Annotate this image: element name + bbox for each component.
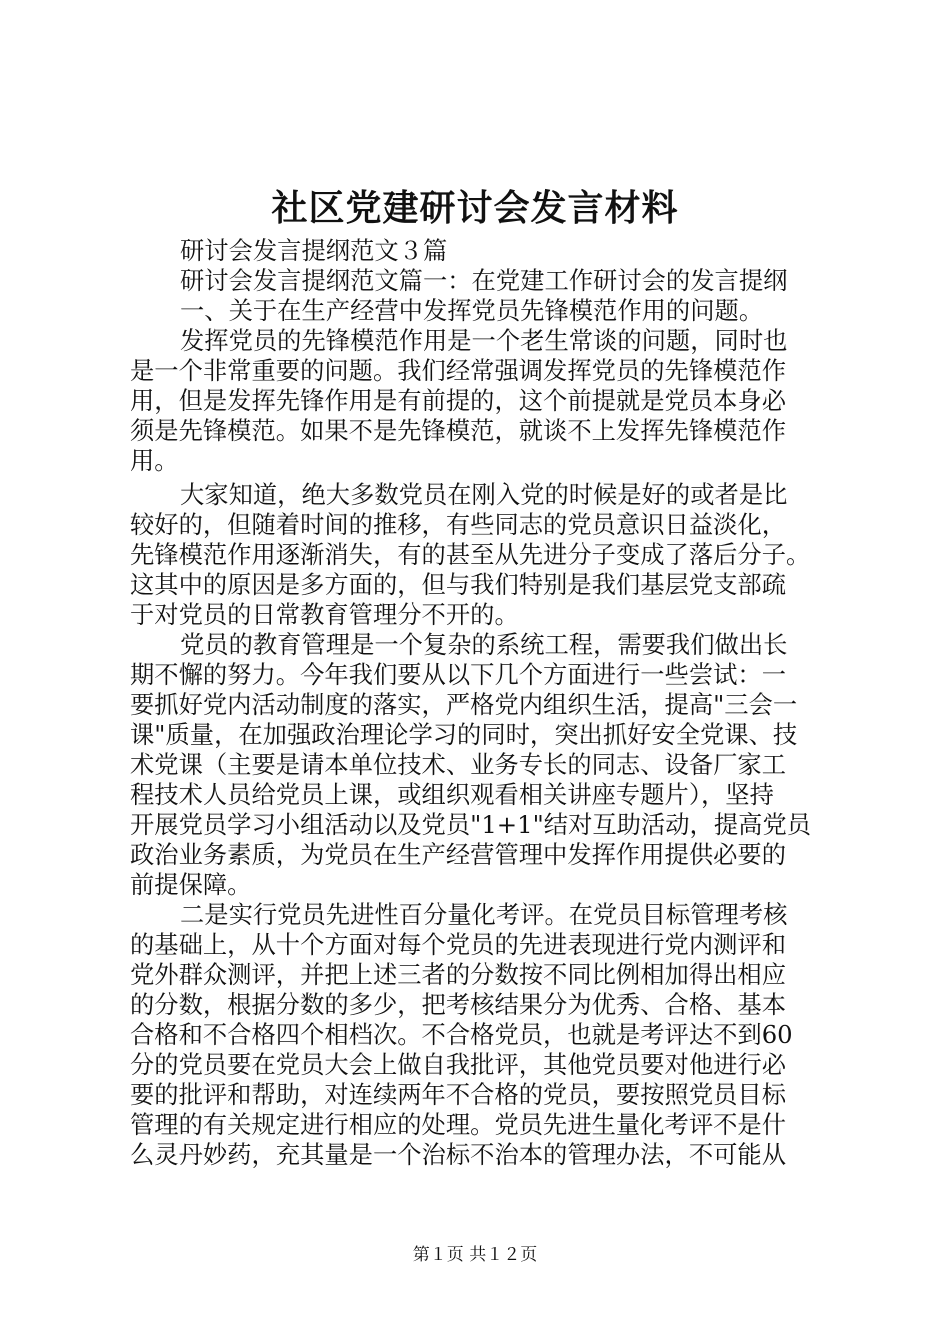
page-footer: 第１页 共１２页 [412,1245,538,1265]
paragraph-line: 开展党员学习小组活动以及党员"1+1"结对互助活动，提高党员 [130,810,812,839]
document-title: 社区党建研讨会发言材料 [271,187,679,229]
paragraph-line: 是一个非常重要的问题。我们经常强调发挥党员的先锋模范作 [130,356,787,385]
paragraph-line: 课"质量，在加强政治理论学习的同时，突出抓好安全党课、技 [130,720,798,749]
paragraph-line: 这其中的原因是多方面的，但与我们特别是我们基层党支部疏 [130,570,787,599]
paragraph-line: 用。 [130,446,179,475]
paragraph-line: 的基础上，从十个方面对每个党员的先进表现进行党内测评和 [130,930,787,959]
paragraph-line: 先锋模范作用逐渐消失，有的甚至从先进分子变成了落后分子。 [130,540,811,569]
paragraph-line: 党员的教育管理是一个复杂的系统工程，需要我们做出长 [180,630,788,659]
paragraph-line: 分的党员要在党员大会上做自我批评，其他党员要对他进行必 [130,1050,787,1079]
paragraph-line: 大家知道，绝大多数党员在刚入党的时候是好的或者是比 [180,480,788,509]
paragraph-line: 较好的，但随着时间的推移，有些同志的党员意识日益淡化， [130,510,787,539]
paragraph-line: 的分数，根据分数的多少，把考核结果分为优秀、合格、基本 [130,990,787,1019]
paragraph-line: 研讨会发言提纲范文３篇 [180,236,448,265]
paragraph-line: 党外群众测评，并把上述三者的分数按不同比例相加得出相应 [130,960,787,989]
paragraph-line: 要的批评和帮助，对连续两年不合格的党员，要按照党员目标 [130,1080,787,1109]
paragraph-line: 程技术人员给党员上课，或组织观看相关讲座专题片），坚持 [130,780,774,809]
paragraph-line: 二是实行党员先进性百分量化考评。在党员目标管理考核 [180,900,788,929]
paragraph-line: 前提保障。 [130,870,252,899]
paragraph-line: 术党课（主要是请本单位技术、业务专长的同志、设备厂家工 [130,750,787,779]
paragraph-line: 合格和不合格四个相档次。不合格党员，也就是考评达不到60 [130,1020,793,1049]
paragraph-line: 要抓好党内活动制度的落实，严格党内组织生活，提高"三会一 [130,690,798,719]
document-body [130,236,830,1170]
paragraph-line: 须是先锋模范。如果不是先锋模范，就谈不上发挥先锋模范作 [130,416,787,445]
paragraph-line: 发挥党员的先锋模范作用是一个老生常谈的问题，同时也 [180,326,788,355]
paragraph-line: 政治业务素质，为党员在生产经营管理中发挥作用提供必要的 [130,840,787,869]
paragraph-line: 一、关于在生产经营中发挥党员先锋模范作用的问题。 [180,296,764,325]
paragraph-line: 管理的有关规定进行相应的处理。党员先进生量化考评不是什 [130,1110,787,1139]
paragraph-line: 研讨会发言提纲范文篇一：在党建工作研讨会的发言提纲 [180,266,788,295]
paragraph-line: 用，但是发挥先锋作用是有前提的，这个前提就是党员本身必 [130,386,787,415]
paragraph-line: 期不懈的努力。今年我们要从以下几个方面进行一些尝试：一 [130,660,787,689]
paragraph-line: 么灵丹妙药，充其量是一个治标不治本的管理办法，不可能从 [130,1140,787,1169]
paragraph-line: 于对党员的日常教育管理分不开的。 [130,600,519,629]
